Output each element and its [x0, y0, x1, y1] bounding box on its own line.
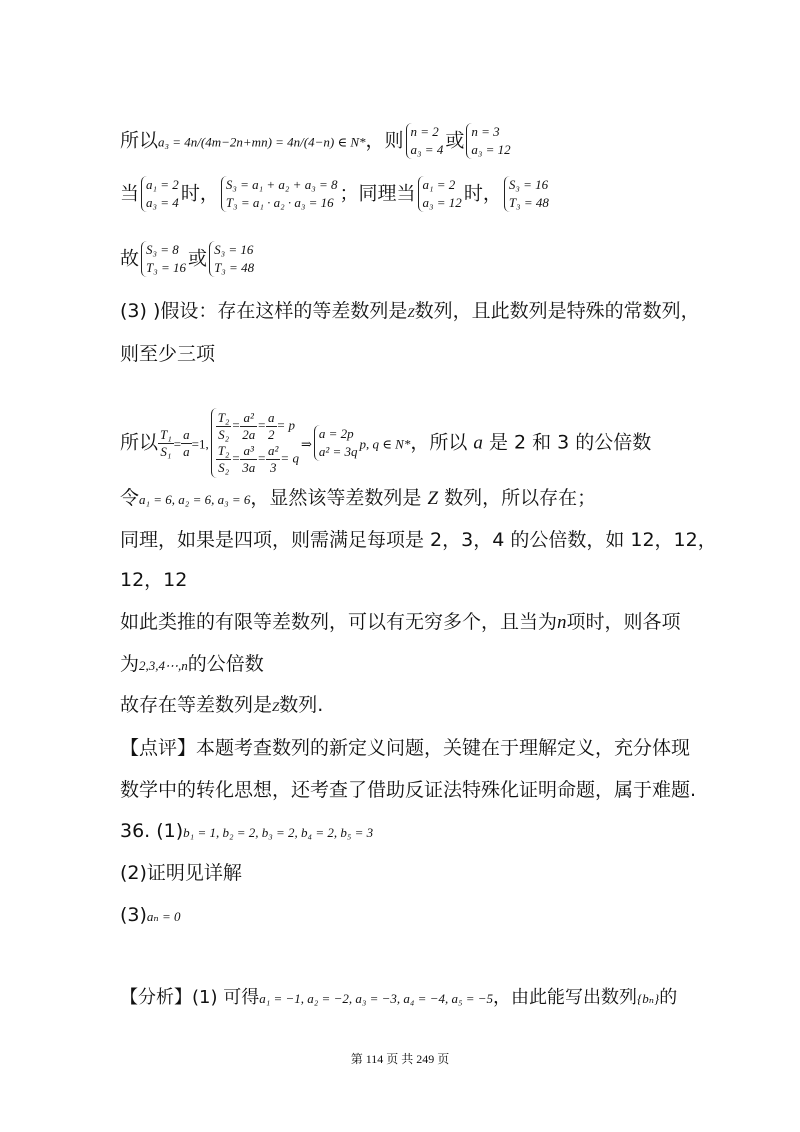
line-3 [120, 241, 256, 277]
line-1 [120, 123, 513, 159]
system-brace: $\frac{\text{T₂}}{\text{S₂}}$ = $\frac{\text{a²}}{2a}$ = $\frac{a}{2}$ = p $\frac{\text{T₂}}{\text{S₂}}$ = $\frac{\text{a³}}{3a}$ = $\frac{\text{a²}}{3}$ = q [211, 408, 299, 478]
math: =1, [191, 436, 209, 452]
math: T₃ = 48 [214, 260, 255, 275]
text: 数列. [279, 694, 324, 716]
text: (3) )假设：存在这样的等差数列是 [120, 300, 408, 322]
math: a₁ = 2 [422, 177, 456, 192]
text: 【分析】(1) 可得 [120, 987, 260, 1008]
text: 数列，所以存在； [444, 487, 597, 509]
math: S₃ = 16 [508, 177, 549, 192]
system-brace [418, 176, 462, 212]
text: 的公倍数 [187, 653, 264, 675]
math: {bₙ} [637, 991, 660, 1006]
math: S₃ = 8 [146, 242, 179, 257]
text: ，所以 [410, 431, 468, 454]
line-17 [120, 902, 180, 930]
system-brace [141, 176, 179, 212]
math-z: Z [272, 699, 280, 714]
math-expression: a₃ = 4n/(4m−2n+mn) = 4n/(4−n) ∈ N* [158, 134, 366, 150]
text: 时， [180, 182, 219, 205]
text: 所以 [120, 129, 159, 152]
text: 时， [463, 182, 502, 205]
math: a₃ = 4 [146, 195, 179, 210]
line-5 [120, 341, 215, 367]
math: T₃ = 16 [146, 260, 187, 275]
system-brace [141, 241, 186, 277]
math: S₃ = 16 [214, 242, 254, 257]
math: S₃ = a₁ + a₂ + a₃ = 8 [225, 177, 338, 192]
system-brace [504, 176, 549, 212]
math: n = 3 [471, 124, 500, 139]
math: p, q ∈ N* [359, 436, 411, 452]
text: 则至少三项 [120, 343, 216, 365]
math: T₃ = 48 [508, 195, 549, 210]
line-13 [120, 735, 690, 761]
system-brace [221, 176, 338, 212]
text: (3) [120, 904, 147, 926]
fraction: $\frac{\text{T₁}}{\text{S₁}}$ [160, 426, 172, 459]
line-2 [120, 176, 551, 212]
line-7 [120, 485, 596, 513]
arrow: ⇒ [300, 436, 312, 452]
fraction: $\frac{a}{a}$ [183, 426, 190, 459]
math: a₁ = 2 [146, 177, 179, 192]
line-14 [120, 777, 696, 803]
math: a₁ = 6, a₂ = 6, a₃ = 6 [139, 492, 251, 507]
math-z: Z [407, 305, 415, 320]
line-16 [120, 860, 242, 886]
system-brace: a = 2p a² = 3q [314, 425, 358, 461]
text: ，由此能写出数列 [493, 987, 638, 1008]
text: 【点评】本题考查数列的新定义问题，关键在于理解定义，充分体现 [120, 737, 691, 759]
text: 项时，则各项 [566, 611, 681, 633]
math: aₙ = 0 [146, 909, 181, 924]
math: 2,3,4⋯,n [139, 658, 188, 673]
text: 数列，且此数列是特殊的常数列， [414, 300, 700, 322]
text: (2)证明见详解 [120, 862, 242, 884]
line-15 [120, 818, 373, 846]
text: 所以 [120, 431, 159, 454]
math: a₃ = 12 [471, 142, 511, 157]
line-9 [120, 567, 187, 593]
text: 是 2 和 3 的公倍数 [488, 431, 652, 454]
math-n: n [557, 612, 567, 633]
text: ，显然该等差数列是 [250, 487, 422, 509]
line-8 [120, 527, 717, 553]
text: 或 [188, 247, 208, 270]
math: a₃ = 12 [422, 195, 462, 210]
line-12 [120, 692, 323, 720]
page-footer: 第 114 页 共 249 页 [350, 1052, 450, 1066]
text: ，则 [365, 129, 404, 152]
text: 或 [445, 129, 465, 152]
math: a₃ = 4 [410, 142, 444, 157]
math: a₁ = −1, a₂ = −2, a₃ = −3, a₄ = −4, a₅ = −5 [259, 991, 494, 1006]
line-4 [120, 298, 700, 326]
text: 数学中的转化思想，还考查了借助反证法特殊化证明命题，属于难题. [120, 779, 697, 801]
text: 为 [120, 653, 140, 675]
system-brace [209, 241, 254, 277]
system-brace [406, 123, 444, 159]
text: 令 [120, 487, 140, 509]
math: T₃ = a₁ · a₂ · a₃ = 16 [225, 195, 334, 210]
math-a: a [473, 432, 483, 454]
math: b₁ = 1, b₂ = 2, b₃ = 2, b₄ = 2, b₅ = 3 [183, 825, 374, 840]
math-z: Z [427, 488, 439, 509]
line-10 [120, 609, 681, 636]
text: 同理，如果是四项，则需满足每项是 2，3，4 的公倍数，如 12，12， [120, 529, 717, 551]
line-6: 所以 $\frac{\text{T₁}}{\text{S₁}}$ = $\frac{a}{a}$ =1, $\frac{\text{T₂}}{\text{S₂}}$ = $\frac{\text{a²}}{2a}$ = $\frac{a}{2}$ = p $\frac{\text{T₂}}{\text{S₂}}$ = $\frac{\text{a³}}{3a}$ = $\frac{\text{a²}}{3}$ = q ⇒ a = 2p a² = 3q p, q ∈ N*，所以 a 是 2 和 3 的公倍数 [120, 408, 651, 478]
system-brace [466, 123, 510, 159]
line-18 [120, 985, 677, 1012]
text: 36. (1) [120, 820, 184, 842]
text: 的 [659, 987, 678, 1008]
math: n = 2 [410, 124, 439, 139]
text: ；同理当 [339, 182, 416, 205]
line-11 [120, 651, 264, 679]
text: 故存在等差数列是 [120, 694, 273, 716]
text: 当 [120, 182, 140, 205]
text: 12，12 [120, 569, 188, 591]
text: 如此类推的有限等差数列，可以有无穷多个，且当为 [120, 611, 558, 633]
text: 故 [120, 247, 140, 270]
